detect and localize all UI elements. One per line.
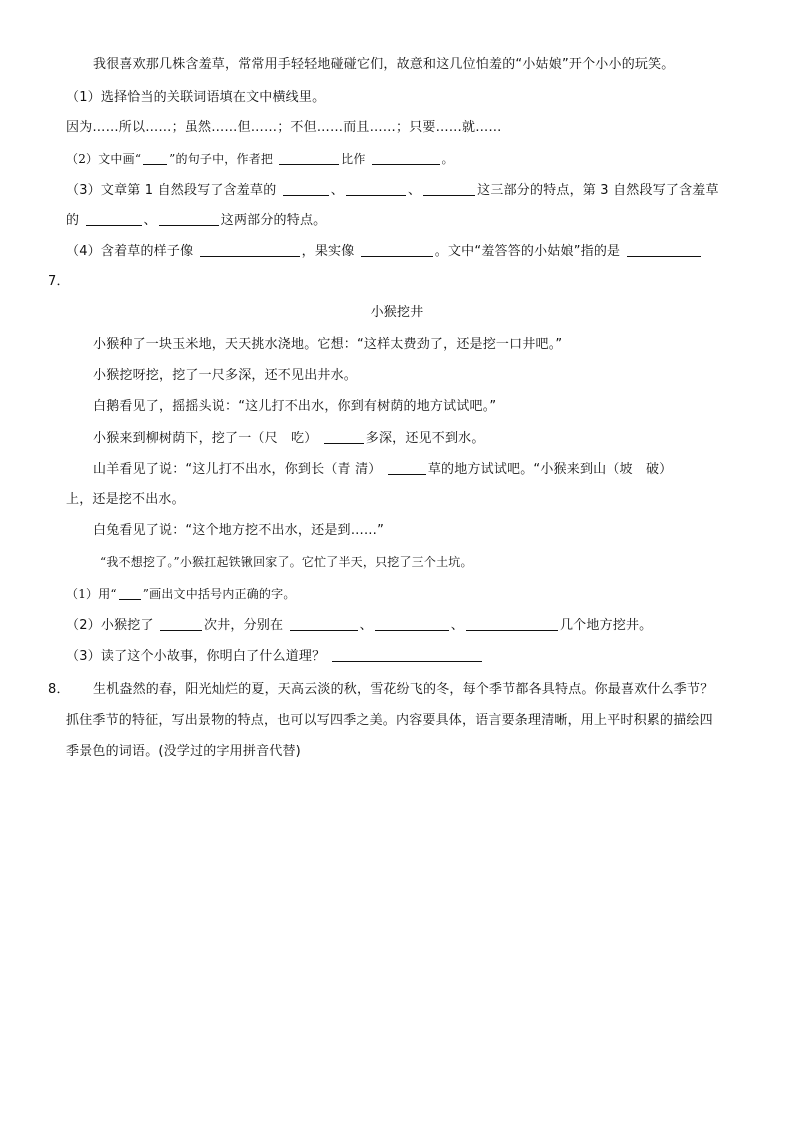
answer-blank[interactable] [86,213,142,226]
question-6-1: （1）选择恰当的关联词语填在文中横线里。 [66,90,326,105]
question-number-8: 8． [48,682,70,697]
answer-blank[interactable] [332,649,482,662]
question-6-3-cont: 的 、 这两部分的特点。 [66,213,327,228]
question-6-4: （4）含着草的样子像 ，果实像 。文中“羞答答的小姑娘”指的是 [66,244,703,258]
essay-prompt-line: 生机盎然的春，阳光灿烂的夏，天高云淡的秋，雪花纷飞的冬，每个季节都各具特点。你最喜欢什么季节？ [93,682,714,697]
answer-blank[interactable] [346,183,406,196]
answer-blank[interactable] [283,183,329,196]
story-paragraph-6: 白兔看见了说：“这个地方挖不出水，还是到……” [93,523,385,538]
passage-title: 小猴挖井 [370,305,424,320]
answer-blank[interactable] [361,244,433,257]
essay-prompt-line: 季景色的词语。(没学过的字用拼音代替) [66,744,301,759]
underline-marker [143,152,167,165]
answer-blank[interactable] [423,183,475,196]
passage-text: 我很喜欢那几株含羞草，常常用手轻轻地碰碰它们，故意和这几位怕羞的 [93,57,516,72]
answer-blank[interactable] [627,244,701,257]
answer-blank[interactable] [388,462,426,475]
passage-paragraph [93,58,675,71]
essay-prompt-line: 抓住季节的特征，写出景物的特点，也可以写四季之美。内容要具体，语言要条理清晰，用上平时积累的描绘四 [66,713,713,728]
question-7-3: （3）读了这个小故事，你明白了什么道理？ [66,649,484,663]
question-6-2: （2）文中画“ ”的句子中，作者把 比作 。 [66,152,454,166]
connective-options: 因为……所以……；虽然……但……；不但……而且……；只要……就…… [66,120,502,135]
answer-blank[interactable] [159,213,219,226]
question-number-7: 7． [48,274,70,289]
answer-blank[interactable] [279,152,339,165]
story-paragraph-5: 山羊看见了说：“这儿打不出水，你到长（青 清） 草的地方试试吧。“小猴来到山（坡 破） [93,462,673,477]
passage-text: 开个小小的玩笑。 [568,57,675,72]
story-paragraph-7: “我不想挖了。”小猴扛起铁锹回家了。它忙了半天，只挖了三个土坑。 [100,555,473,569]
question-7-2: （2）小猴挖了 次井，分别在 、 、 几个地方挖井。 [66,618,653,633]
answer-blank[interactable] [290,618,358,631]
story-paragraph-5-cont: 上，还是挖不出水。 [66,492,185,507]
question-6-3: （3）文章第 1 自然段写了含羞草的 、 、 这三部分的特点，第 3 自然段写了含羞草 [66,183,719,198]
story-paragraph-4: 小猴来到柳树荫下，挖了一（尺 吃） 多深，还见不到水。 [93,431,485,446]
story-paragraph-1: 小猴种了一块玉米地，天天挑水浇地。它想：“这样太费劲了，还是挖一口井吧。” [93,337,563,352]
passage-quote: “小姑娘” [515,57,569,72]
answer-blank[interactable] [466,618,558,631]
answer-blank[interactable] [372,152,440,165]
answer-blank[interactable] [160,618,202,631]
question-7-1: （1）用“ ”画出文中括号内正确的字。 [66,587,296,601]
answer-blank[interactable] [324,431,364,444]
underline-marker [119,587,141,600]
answer-blank[interactable] [200,244,300,257]
answer-blank[interactable] [375,618,449,631]
story-paragraph-2: 小猴挖呀挖，挖了一尺多深，还不见出井水。 [93,368,358,383]
story-paragraph-3: 白鹅看见了，摇摇头说：“这儿打不出水，你到有树荫的地方试试吧。” [93,399,497,414]
